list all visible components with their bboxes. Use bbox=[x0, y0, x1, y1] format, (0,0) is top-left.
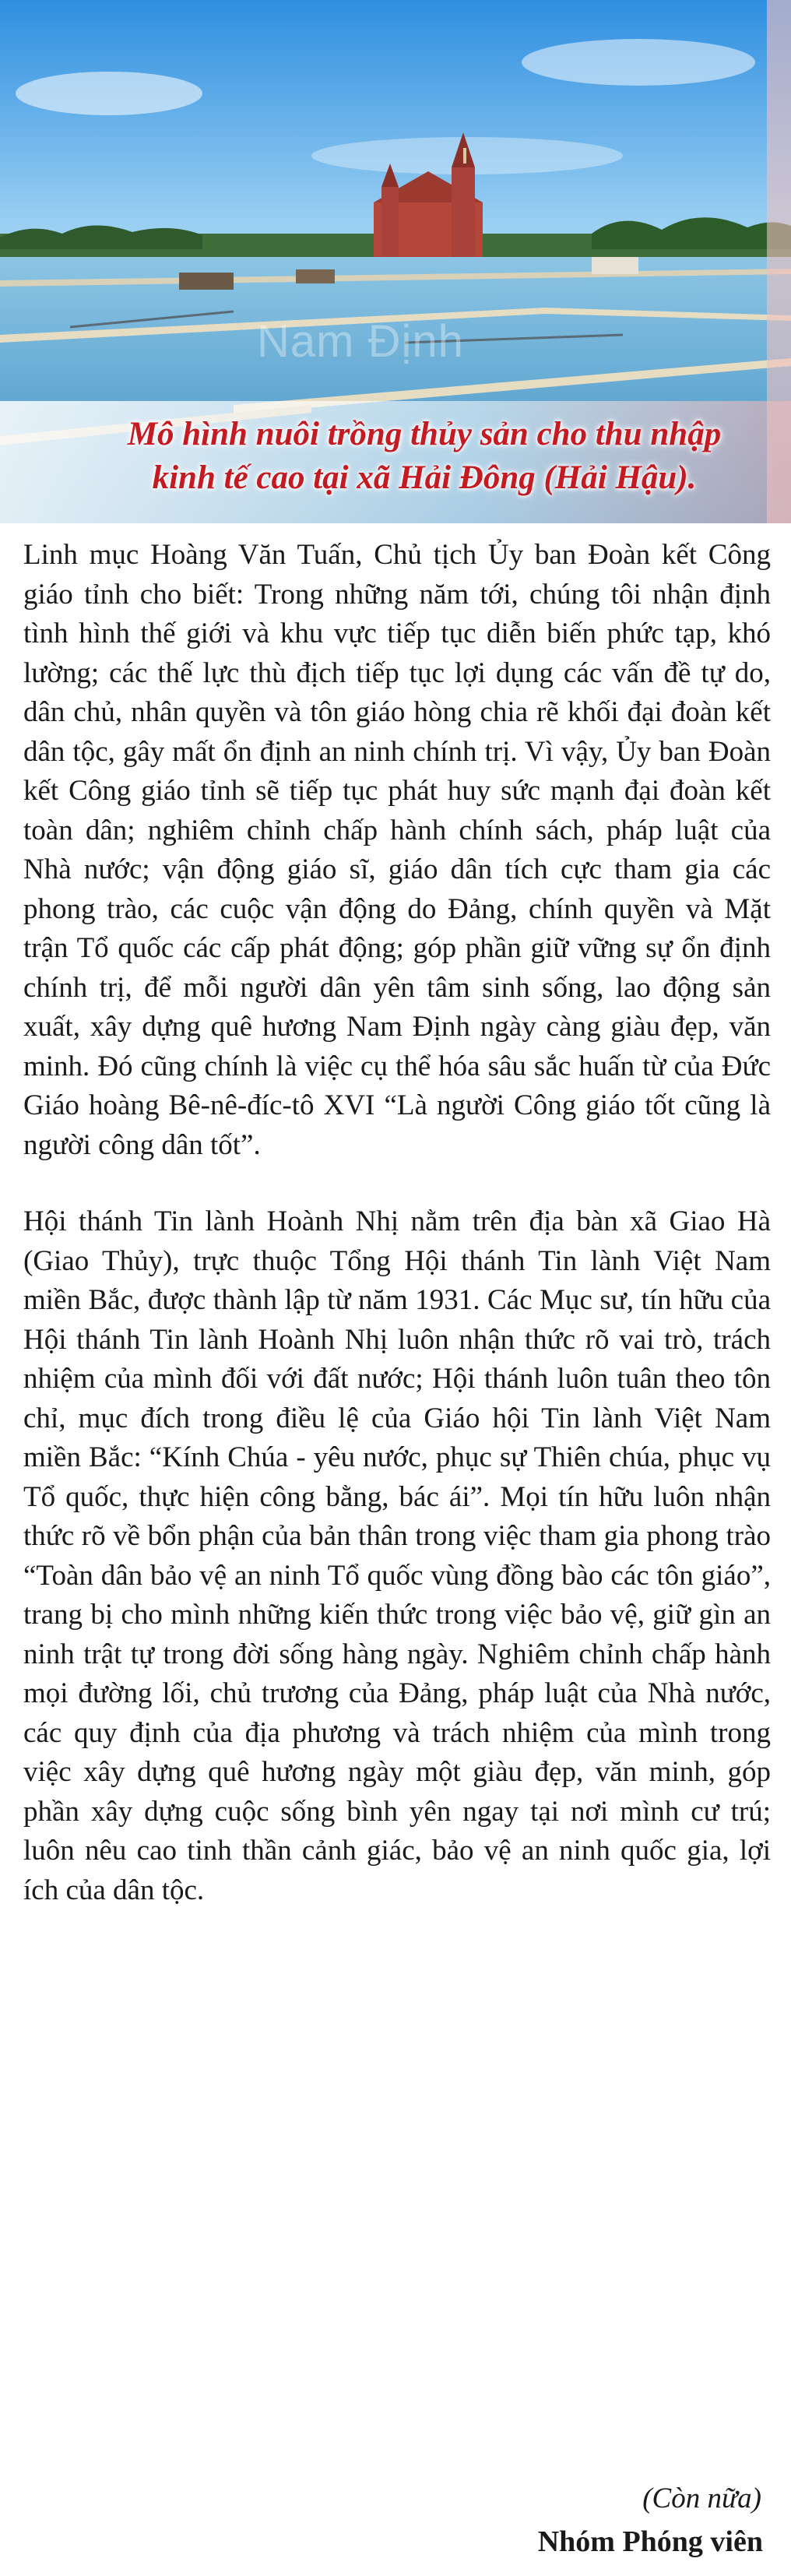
caption-line-1: Mô hình nuôi trồng thủy sản cho thu nhập bbox=[127, 416, 722, 452]
author-byline: Nhóm Phóng viên bbox=[537, 2525, 763, 2558]
article-photo bbox=[0, 0, 791, 523]
continued-note: (Còn nữa) bbox=[642, 2483, 761, 2514]
caption-line-2: kinh tế cao tại xã Hải Đông (Hải Hậu). bbox=[152, 459, 697, 496]
photo-caption bbox=[62, 413, 786, 500]
photo-watermark: Nam Định bbox=[257, 316, 464, 367]
paragraph-1: Linh mục Hoàng Văn Tuấn, Chủ tịch Ủy ban Đoàn kết Công giáo tỉnh cho biết: Trong những năm tới, chúng tôi nhận định tình hình thế giới và khu vực tiếp tục diễn biến phức tạp, khó lường; các thế lực thù địch tiếp tục lợi dụng các vấn đề tự do, dân chủ, nhân quyền và tôn giáo hòng chia rẽ khối đại đoàn kết dân tộc, gây mất ổn định an ninh chính trị. Vì vậy, Ủy ban Đoàn kết Công giáo tỉnh sẽ tiếp tục phát huy sức mạnh đại đoàn kết toàn dân; nghiêm chỉnh chấp hành chính sách, pháp luật của Nhà nước; vận động giáo sĩ, giáo dân tích cực tham gia các phong trào, các cuộc vận động do Đảng, chính quyền và Mặt trận Tổ quốc các cấp phát động; góp phần giữ vững sự ổn định chính trị, để mỗi người dân yên tâm sinh sống, lao động sản xuất, xây dựng quê hương Nam Định ngày càng giàu đẹp, văn minh. Đó cũng chính là việc cụ thể hóa sâu sắc huấn từ của Đức Giáo hoàng Bê-nê-đíc-tô XVI “Là người Công giáo tốt cũng là người công dân tốt”. bbox=[23, 539, 771, 1161]
article-body bbox=[23, 536, 771, 1910]
paragraph-2: Hội thánh Tin lành Hoành Nhị nằm trên địa bàn xã Giao Hà (Giao Thủy), trực thuộc Tổng Hội thánh Tin lành Việt Nam miền Bắc, được thành lập từ năm 1931. Các Mục sư, tín hữu của Hội thánh Tin lành Hoành Nhị luôn nhận thức rõ vai trò, trách nhiệm của mình đối với đất nước; Hội thánh luôn tuân theo tôn chỉ, mục đích trong điều lệ của Giáo hội Tin lành Việt Nam miền Bắc: “Kính Chúa - yêu nước, phục sự Thiên chúa, phục vụ Tổ quốc, thực hiện công bằng, bác ái”. Mọi tín hữu luôn nhận thức rõ về bổn phận của bản thân trong việc tham gia phong trào “Toàn dân bảo vệ an ninh Tổ quốc vùng đồng bào các tôn giáo”, trang bị cho mình những kiến thức trong việc bảo vệ, giữ gìn an ninh trật tự trong đời sống hàng ngày. Nghiêm chỉnh chấp hành mọi đường lối, chủ trương của Đảng, pháp luật của Nhà nước, các quy định của địa phương và trách nhiệm của mình trong việc xây dựng quê hương ngày một giàu đẹp, văn minh, góp phần xây dựng cuộc sống bình yên ngay tại nơi mình cư trú; luôn nêu cao tinh thần cảnh giác, bảo vệ an ninh quốc gia, lợi ích của dân tộc. bbox=[23, 1205, 771, 1906]
